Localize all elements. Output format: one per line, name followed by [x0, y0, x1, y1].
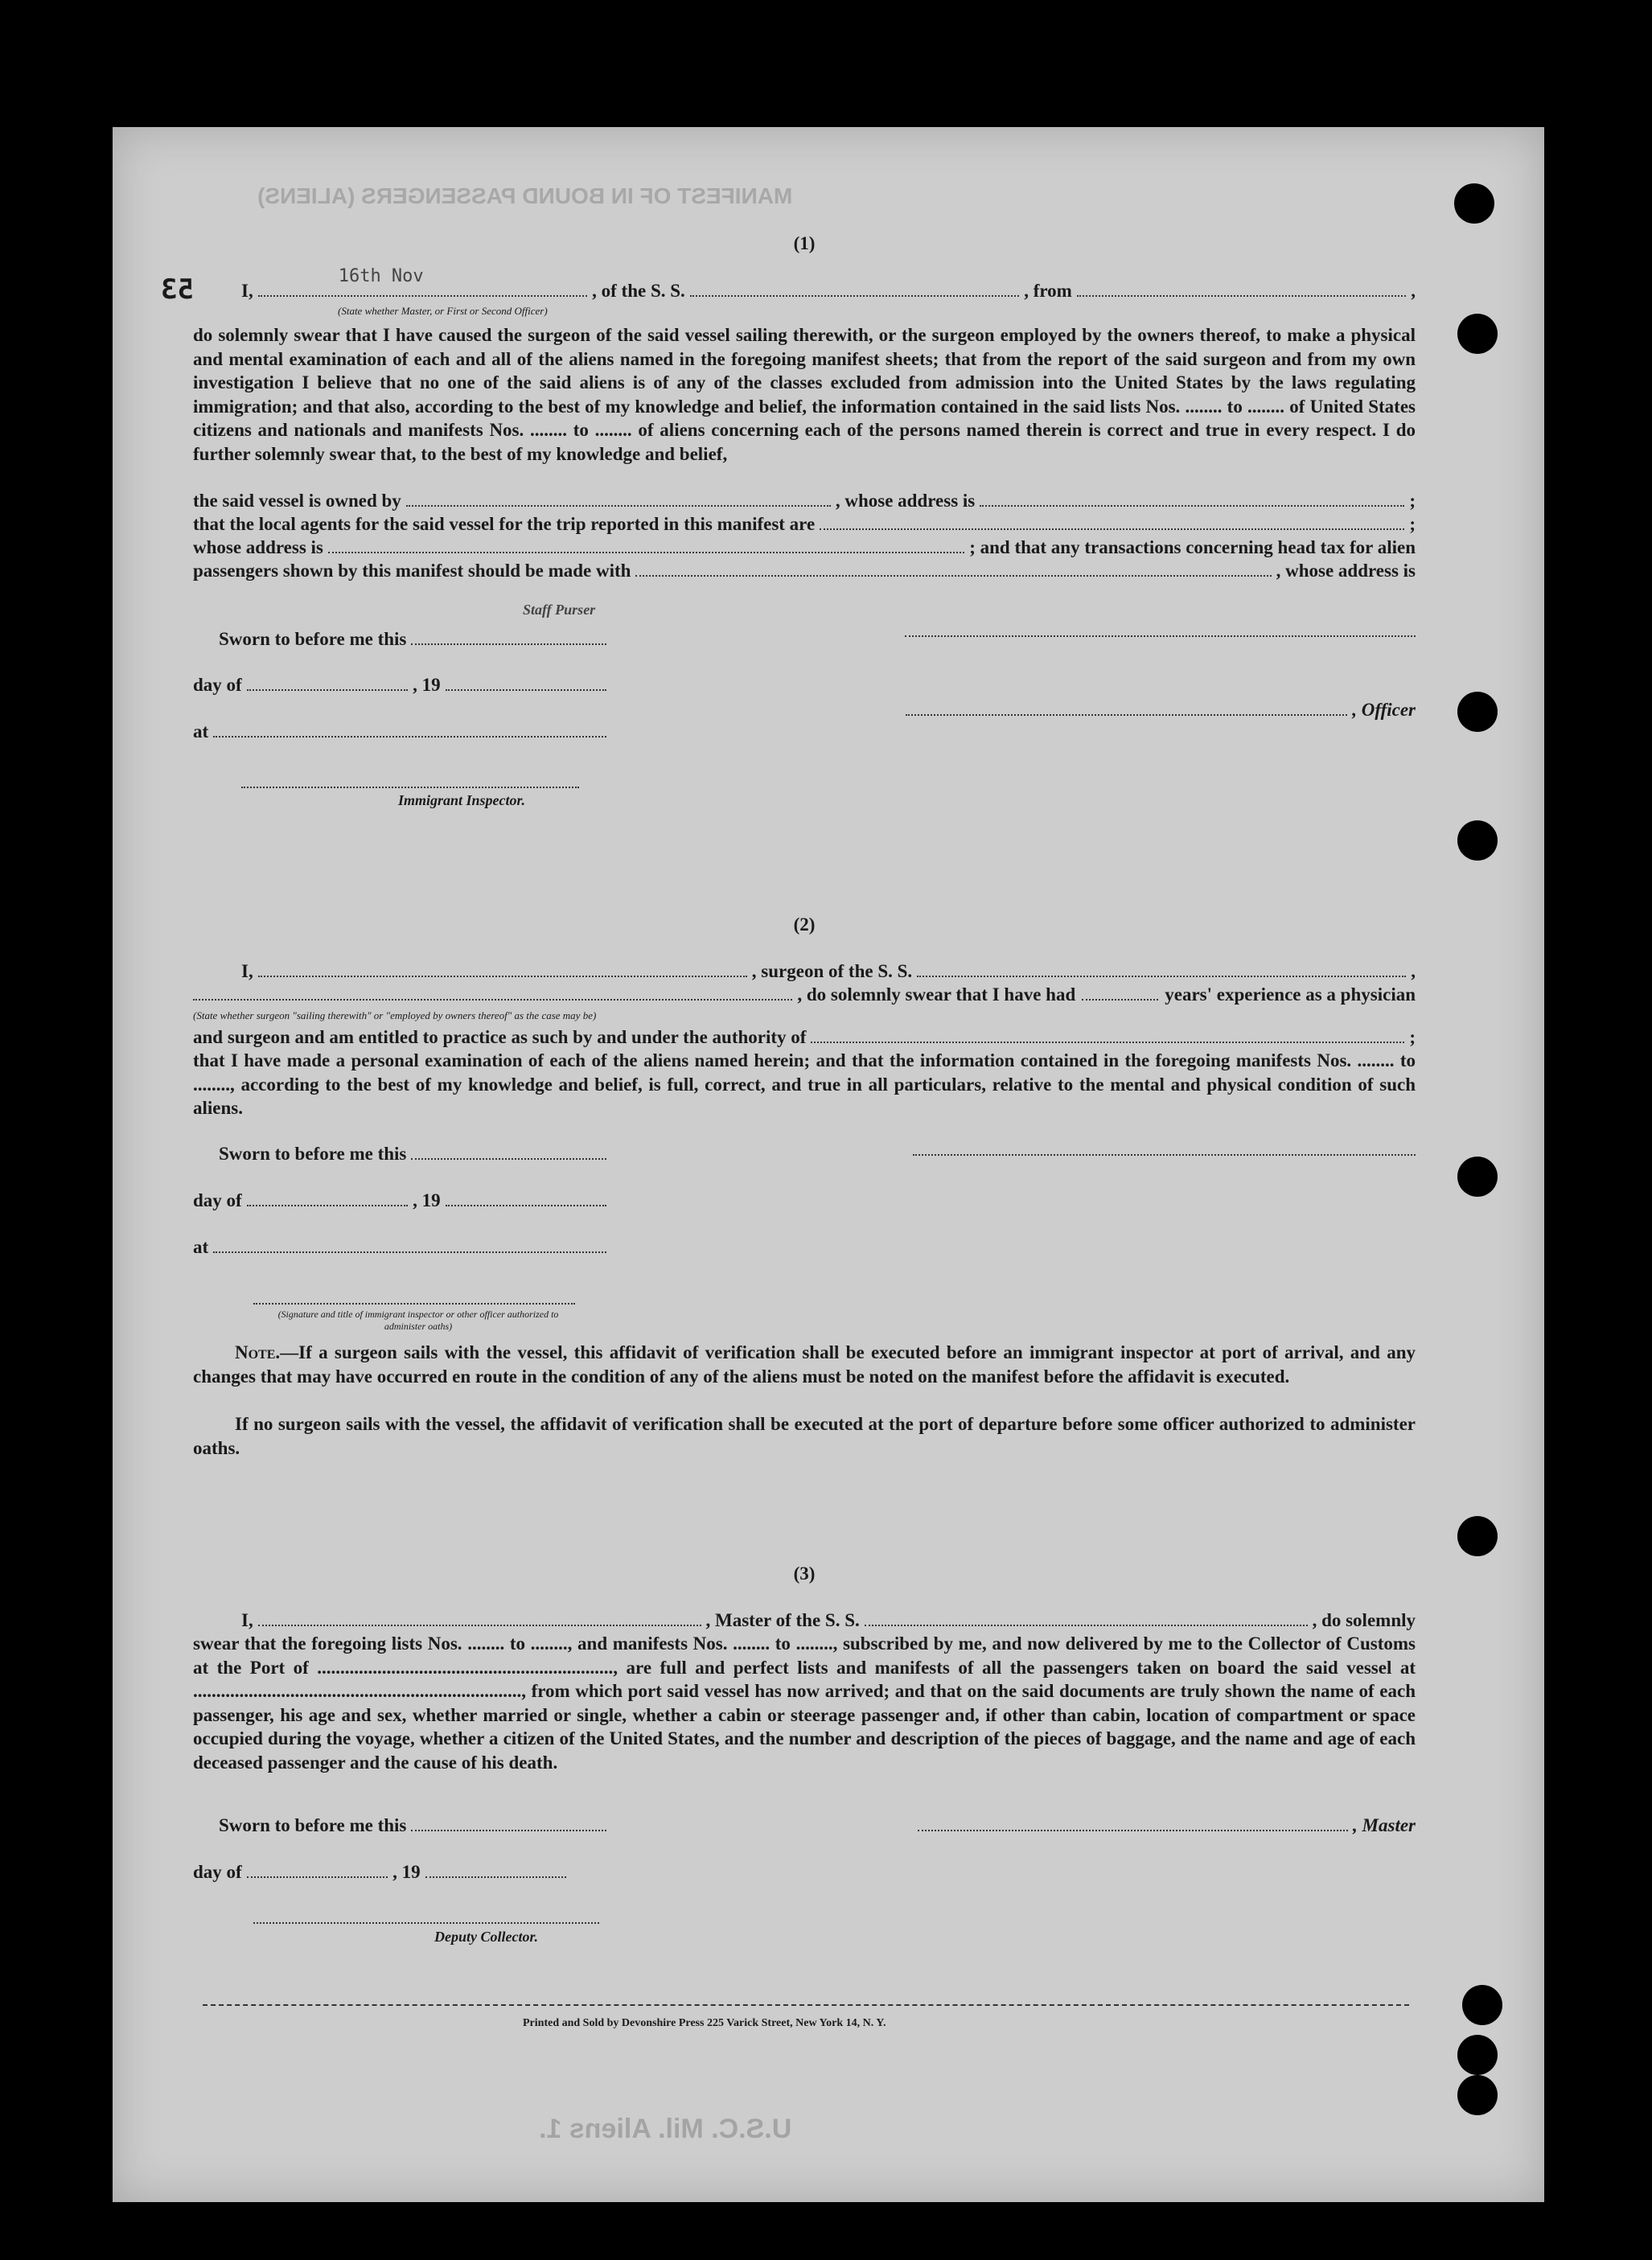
footer-rule [203, 2004, 1409, 2006]
sig-line-3 [253, 1303, 575, 1305]
section-2-line1: I, , surgeon of the S. S. , [241, 961, 1416, 981]
section-1-line: I, 16th Nov , of the S. S. , from , [241, 266, 1416, 301]
officer-line: , Officer [901, 698, 1416, 722]
punch-hole [1457, 820, 1498, 861]
sworn-2: Sworn to before me this [193, 1142, 611, 1166]
note-2: If no surgeon sails with the vessel, the affidavit of verification shall be executed at the port of departure before some officer authorized to administer oaths. [193, 1414, 1416, 1458]
day-of-1: day of , 19 [193, 673, 611, 697]
staff-purser-stamp: Staff Purser [523, 602, 596, 618]
punch-hole [1457, 2075, 1498, 2115]
section-1-body: do solemnly swear that I have caused the surgeon of the said vessel sailing therewith, or the surgeon employed by the owners thereof, to make a physical and mental examination of each and all of the aliens named in the foregoing manifest sheets; that from the report of the said surgeon and from my own investigation I believe that no one of the said aliens is of any of the classes excluded from admission into the United States by the laws regulating immigration; and that also, according to the best of my knowledge and belief, the information contained in the said lists Nos. ........ to ........ of United States citizens and nationals and manifests Nos. ........ to ........ of aliens concerning each of the persons named therein is correct and true in every respect. I do further solemnly swear that, to the best of my knowledge and belief, [193, 325, 1416, 464]
section-3-body: swear that the foregoing lists Nos. ........ to ........, and manifests Nos. ........ to ........, subscribed by me, and now delivered by me to the Collector of Customs at the Port of ................................................................, are full and perfect lists and manifests of all the passengers taken on board the said vessel at ......................................................................., from which port said vessel has now arrived; and that on the said documents are truly shown the name of each passenger, his age and sex, whether married or single, whether a cabin or steerage passenger and, if other than cabin, location of compartment or space occupied during the voyage, whether a citizen of the United States, and the number and description of the pieces of baggage, and the name and age of each deceased passenger and the cause of his death. [193, 1633, 1416, 1773]
bleed-through-footer: U.S.C. Mil. Aliens 1. [539, 2114, 792, 2144]
punch-hole [1454, 183, 1494, 224]
master-line: , Master [913, 1814, 1416, 1838]
day-of-3: day of , 19 [193, 1860, 571, 1884]
section-2-body: that I have made a personal examination of each of the aliens named herein; and that the information contained in the foregoing manifests Nos. ........ to ........, according to the best of my knowledge and belief, is full, correct, and true in all particulars, relative to the mental and physical condition of such aliens. [193, 1050, 1416, 1118]
inspector-caption: Immigrant Inspector. [398, 792, 526, 808]
punch-hole [1457, 692, 1498, 732]
whose-address-line: whose address is ; and that any transactions concerning head tax for alien [193, 537, 1416, 557]
handwritten-date: 16th Nov [338, 266, 424, 286]
section-2-number: (2) [793, 914, 816, 935]
punch-hole [1457, 1516, 1498, 1556]
deputy-caption: Deputy Collector. [434, 1929, 538, 1945]
bleed-through-header: MANIFEST OF IN BOUND PASSENGERS (ALIENS) [257, 183, 793, 208]
sworn-3: Sworn to before me this [193, 1814, 611, 1838]
sworn-1: Sworn to before me this [193, 627, 611, 651]
punch-hole [1457, 1157, 1498, 1197]
sig-line-2 [913, 1154, 1416, 1156]
passengers-line: passengers shown by this manifest should be made with , whose address is [193, 561, 1416, 581]
punch-hole [1457, 314, 1498, 354]
section-2-caption: (State whether surgeon "sailing therewith" or "employed by owners thereof" as the case may be) [193, 1009, 597, 1021]
section-1-caption: (State whether Master, or First or Second Officer) [338, 305, 548, 317]
section-3-number: (3) [793, 1564, 816, 1584]
section-2-line2: , do solemnly swear that I have had years' experience as a physician [193, 983, 1416, 1007]
day-of-2: day of , 19 [193, 1189, 611, 1213]
punch-hole [1462, 1985, 1502, 2025]
note-1: Note.—If a surgeon sails with the vessel, this affidavit of verification shall be executed before an immigrant inspector at port of arrival, and any changes that may have occurred en route in the condition of any of the aliens must be noted on the manifest before the affidavit is executed. [193, 1342, 1416, 1387]
margin-number: 53 [161, 273, 194, 306]
sig-line-1 [905, 635, 1416, 637]
owned-by-line: the said vessel is owned by , whose address is ; [193, 491, 1416, 511]
section-1-number: (1) [793, 233, 816, 253]
authority-line: and surgeon and am entitled to practice as such by and under the authority of ; [193, 1027, 1416, 1047]
at-1: at [193, 720, 611, 744]
section-3-line1: I, , Master of the S. S. , do solemnly [241, 1610, 1416, 1630]
inspector-line [241, 787, 579, 788]
punch-hole [1457, 2035, 1498, 2075]
at-2: at [193, 1235, 611, 1259]
local-agents-line: that the local agents for the said vessel for the trip reported in this manifest are ; [193, 514, 1416, 534]
deputy-line [253, 1922, 599, 1924]
sig-caption-2: (Signature and title of immigrant inspector or other officer authorized to administer oaths) [277, 1309, 559, 1332]
printer-footer: Printed and Sold by Devonshire Press 225 Varick Street, New York 14, N. Y. [523, 2017, 886, 2029]
